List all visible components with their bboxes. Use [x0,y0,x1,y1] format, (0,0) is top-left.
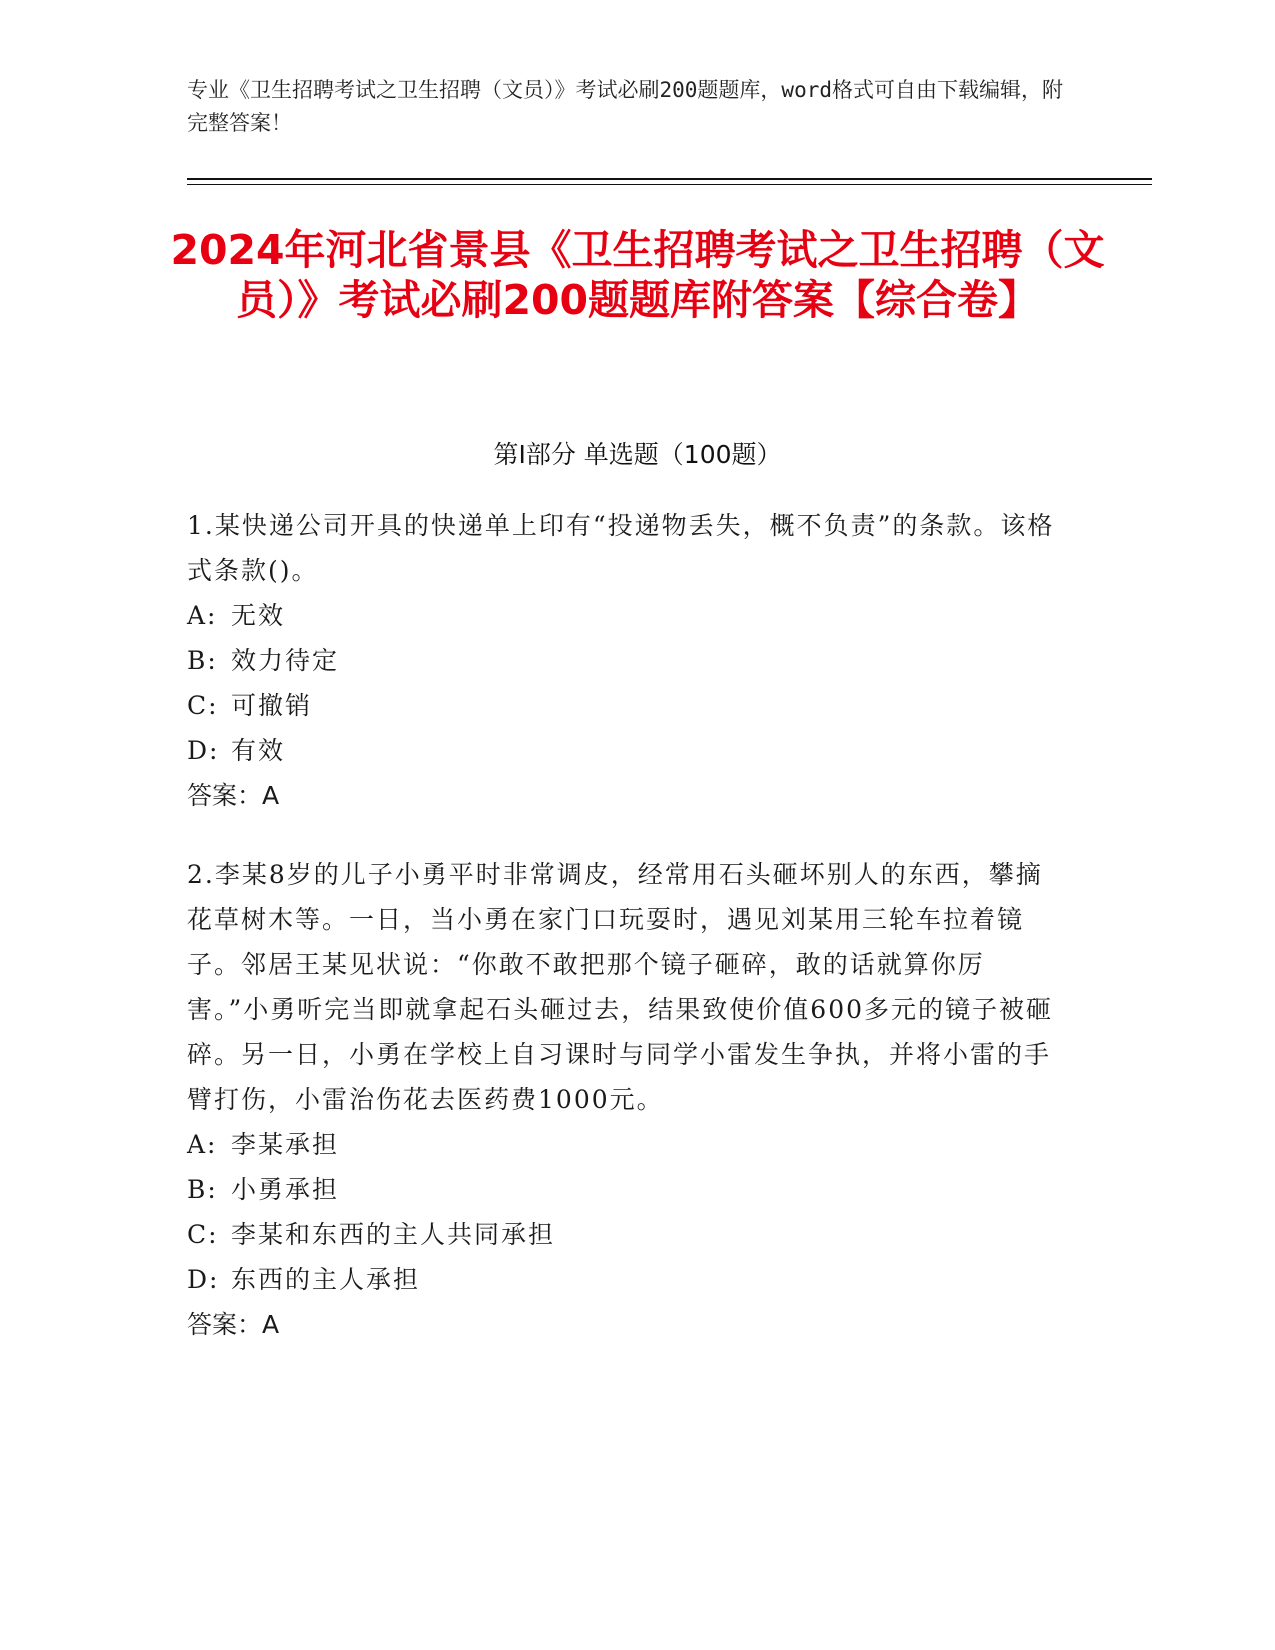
header-divider-thin [187,184,1152,185]
option-d [187,728,1067,773]
question-stem: 1.某快递公司开具的快递单上印有“投递物丢失，概不负责”的条款。该格式条款()。 [187,511,1055,585]
answer: 答案：A [187,781,280,810]
option-key: D: [187,1265,220,1294]
question-stem: 2.李某8岁的儿子小勇平时非常调皮，经常用石头砸坏别人的东西，攀摘花草树木等。一日，当小勇在家门口玩耍时，遇见刘某用三轮车拉着镜子。邻居王某见状说：“你敢不敢把那个镜子砸碎，敢的话就算你厉害。”小勇听完当即就拿起石头砸过去，结果致使价值600多元的镜子被砸碎。另一日，小勇在学校上自习课时与同学小雷发生争执，并将小雷的手臂打伤，小雷治伤花去医药费1000元。 [187,860,1054,1114]
option-b [187,638,1067,683]
option-key: D: [187,736,220,765]
option-c [187,1212,1067,1257]
option-text: 李某承担 [231,1130,340,1159]
option-d [187,1257,1067,1302]
question-1 [187,503,1067,818]
option-text: 东西的主人承担 [231,1265,421,1294]
option-key: C: [187,691,219,720]
option-text: 无效 [231,601,286,630]
document-title: 2024年河北省景县《卫生招聘考试之卫生招聘（文员）》考试必刷200题题库附答案【综合卷】 [170,226,1105,324]
option-key: B: [187,646,218,675]
option-text: 效力待定 [231,646,340,675]
option-text: 可撤销 [231,691,313,720]
option-key: A: [187,601,218,630]
option-a [187,593,1067,638]
section-title: 第Ⅰ部分 单选题（100题） [493,440,782,469]
option-key: C: [187,1220,219,1249]
option-text: 小勇承担 [231,1175,340,1204]
option-text: 李某和东西的主人共同承担 [231,1220,556,1249]
option-b [187,1167,1067,1212]
option-text: 有效 [231,736,286,765]
header-divider-thick [187,178,1152,180]
header-note: 专业《卫生招聘考试之卫生招聘（文员）》考试必刷200题题库，word格式可自由下载编辑，附完整答案！ [187,78,1063,135]
option-key: A: [187,1130,218,1159]
option-c [187,683,1067,728]
option-a [187,1122,1067,1167]
question-2 [187,852,1067,1347]
answer: 答案：A [187,1310,280,1339]
option-key: B: [187,1175,218,1204]
